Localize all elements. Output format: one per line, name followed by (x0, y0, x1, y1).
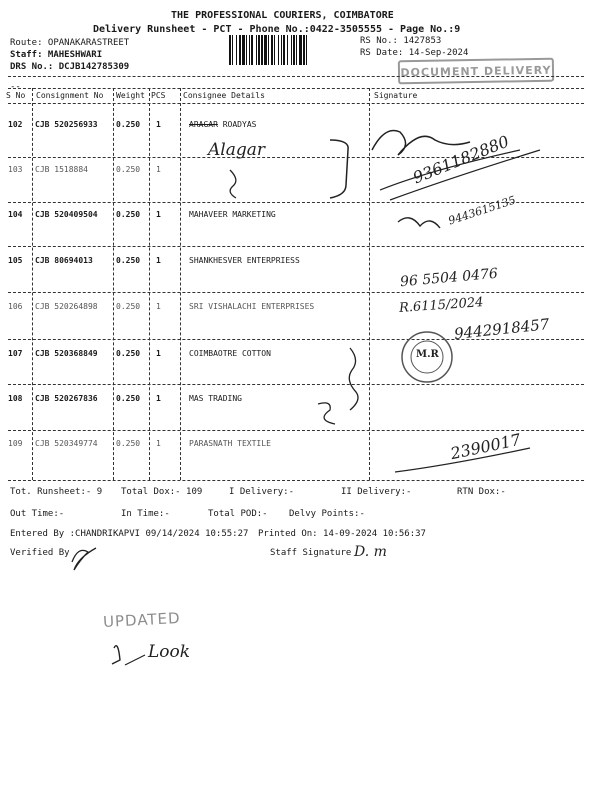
row-consignee: SHANKHESVER ENTERPRIESS (189, 256, 300, 265)
row-consignee: SRI VISHALACHI ENTERPRISES (189, 302, 315, 311)
col-header-pcs: PCS (151, 91, 166, 100)
row-weight: 0.250 (116, 165, 141, 174)
col-header-consignment: Consignment No (36, 91, 104, 100)
rs-date: RS Date: 14-Sep-2024 (360, 48, 469, 58)
stamp-text: DOCUMENT DELIVERY (400, 63, 552, 79)
struck-name: ARAGAR (189, 120, 218, 129)
col-header-consignee: Consignee Details (183, 91, 265, 100)
row-consignee: COIMBAOTRE COTTON (189, 349, 271, 358)
row-weight: 0.250 (116, 210, 141, 219)
delvy-points: Delvy Points:- (289, 509, 365, 519)
updated-stamp: UPDATED (102, 608, 182, 632)
printed-on: Printed On: 14-09-2024 10:56:37 (258, 529, 426, 539)
row-consignment: CJB 520256933 (35, 120, 98, 129)
row-weight: 0.250 (116, 439, 141, 448)
row-sno: 104 (8, 210, 23, 219)
row-pcs: 1 (156, 120, 161, 129)
total-dox: Total Dox:- 109 (121, 487, 203, 497)
row-sno: 106 (8, 302, 23, 311)
row-pcs: 1 (156, 256, 161, 265)
updated-signature: Look (148, 642, 191, 662)
handwriting-phone-2: 9443615135 (446, 193, 518, 228)
col-header-weight: Weight (116, 91, 145, 100)
row-consignment: CJB 520264898 (35, 302, 98, 311)
consignee-name: ROADYAS (222, 120, 257, 129)
row-consignment: CJB 520267836 (35, 394, 98, 403)
handwriting-alagar: Alagar (208, 140, 265, 160)
route: Route: OPANAKARASTREET (10, 38, 130, 48)
handwriting-phone-1: 9361182880 (410, 131, 512, 188)
row-pcs: 1 (156, 439, 161, 448)
rtn-dox: RTN Dox:- (457, 487, 506, 497)
drs-number: DRS No.: DCJB142785309 (10, 62, 130, 72)
handwriting-phone-5: 9442918457 (453, 315, 551, 343)
row-pcs: 1 (156, 210, 161, 219)
col-header-signature: Signature (374, 91, 418, 100)
row-sno: 102 (8, 120, 23, 129)
row-sno: 109 (8, 439, 23, 448)
row-consignment: CJB 520368849 (35, 349, 98, 358)
runsheet-subtitle: Delivery Runsheet - PCT - Phone No.:0422-3505555 - Page No.:9 (93, 24, 461, 35)
col-header-sno: S No (6, 91, 26, 100)
row-consignee: MAHAVEER MARKETING (189, 210, 276, 219)
staff-signature-mark: D. m (354, 544, 387, 560)
row-weight: 0.250 (116, 256, 141, 265)
total-pod: Total POD:- (208, 509, 268, 519)
row-pcs: 1 (156, 394, 161, 403)
handwriting-phone-4: R.6115/2024 (398, 295, 484, 316)
handwriting-phone-6: 2390017 (448, 429, 523, 464)
i-delivery: I Delivery:- (229, 487, 295, 497)
row-pcs: 1 (156, 349, 161, 358)
row-weight: 0.250 (116, 120, 141, 129)
row-consignment: CJB 1518884 (35, 165, 88, 174)
seal-text: M.R (416, 349, 439, 360)
corner-mark: -- (10, 82, 21, 92)
row-pcs: 1 (156, 165, 161, 174)
row-weight: 0.250 (116, 394, 141, 403)
row-consignment: CJB 80694013 (35, 256, 93, 265)
row-sno: 108 (8, 394, 23, 403)
row-sno: 105 (8, 256, 23, 265)
row-consignee: MAS TRADING (189, 394, 242, 403)
company-title: THE PROFESSIONAL COURIERS, COIMBATORE (171, 10, 394, 21)
in-time: In Time:- (121, 509, 170, 519)
row-pcs: 1 (156, 302, 161, 311)
row-weight: 0.250 (116, 302, 141, 311)
row-weight: 0.250 (116, 349, 141, 358)
handwriting-phone-3: 96 5504 0476 (399, 265, 499, 291)
row-consignee: PARASNATH TEXTILE (189, 439, 271, 448)
verified-by: Verified By (10, 548, 70, 558)
row-consignment: CJB 520409504 (35, 210, 98, 219)
tot-runsheet: Tot. Runsheet:- 9 (10, 487, 103, 497)
staff-signature: Staff Signature (270, 548, 352, 558)
row-sno: 107 (8, 349, 23, 358)
row-consignment: CJB 520349774 (35, 439, 98, 448)
ii-delivery: II Delivery:- (341, 487, 412, 497)
staff: Staff: MAHESHWARI (10, 50, 103, 60)
out-time: Out Time:- (10, 509, 65, 519)
row-sno: 103 (8, 165, 23, 174)
entered-by: Entered By :CHANDRIKAPVI 09/14/2024 10:55:27 (10, 529, 249, 539)
rs-number: RS No.: 1427853 (360, 36, 442, 46)
